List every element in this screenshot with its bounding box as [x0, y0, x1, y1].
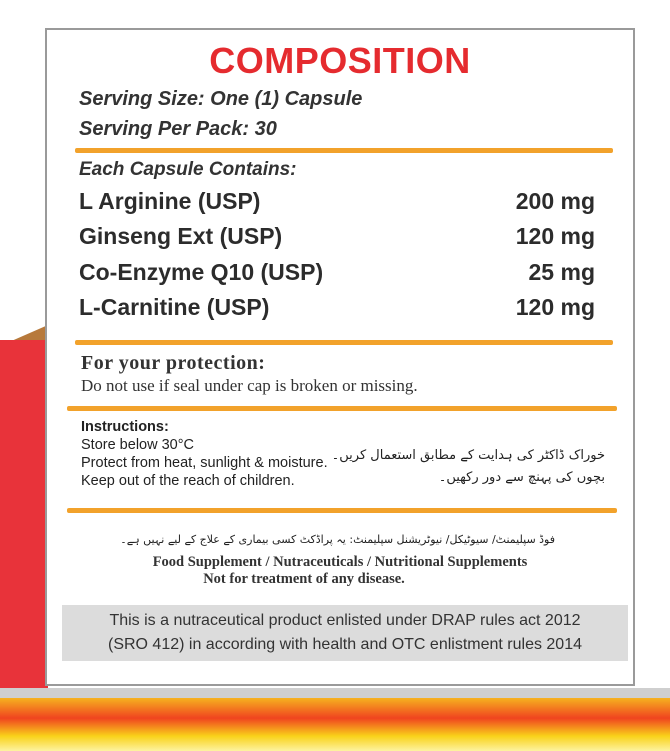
instruction-line: Store below 30°C [81, 437, 194, 453]
protection-heading: For your protection: [81, 352, 266, 374]
bottom-gradient-strip [0, 698, 670, 751]
supplement-line-2: Not for treatment of any disease. [203, 571, 405, 587]
ingredient-name: L Arginine (USP) [79, 188, 261, 214]
ingredient-row [79, 294, 595, 324]
ingredient-name: Ginseng Ext (USP) [79, 223, 283, 249]
serving-size: Serving Size: One (1) Capsule [79, 88, 363, 110]
ingredient-amount: 200 mg [515, 188, 595, 214]
each-capsule-heading: Each Capsule Contains: [79, 159, 297, 180]
orange-divider-4 [67, 508, 617, 513]
instruction-line: Keep out of the reach of children. [81, 473, 295, 489]
ingredient-amount: 25 mg [528, 259, 595, 285]
ingredient-name: L-Carnitine (USP) [79, 294, 270, 320]
serving-per-pack: Serving Per Pack: 30 [79, 118, 277, 140]
urdu-instruction-line: خوراک ڈاکٹر کی ہدایت کے مطابق استعمال کریں۔ [331, 448, 605, 463]
orange-divider-1 [75, 148, 613, 153]
instructions-heading: Instructions: [81, 419, 169, 435]
urdu-instruction-line: بچوں کی پہنچ سے دور رکھیں۔ [438, 470, 605, 485]
drap-line-1: This is a nutraceutical product enlisted under DRAP rules act 2012 [109, 612, 581, 629]
orange-divider-3 [67, 406, 617, 411]
ingredient-amount: 120 mg [515, 223, 595, 249]
protection-text: Do not use if seal under cap is broken or missing. [81, 376, 418, 395]
grey-divider-band [0, 688, 670, 698]
side-red-band [0, 340, 48, 700]
orange-divider-2 [75, 340, 613, 345]
ingredient-amount: 120 mg [515, 294, 595, 320]
ingredient-row [79, 188, 595, 218]
drap-line-2: (SRO 412) in according with health and OTC enlistment rules 2014 [107, 636, 582, 653]
supplement-line-1: Food Supplement / Nutraceuticals / Nutritional Supplements [152, 554, 528, 570]
ingredient-row [79, 223, 595, 253]
drap-notice-box [62, 605, 628, 661]
instruction-line: Protect from heat, sunlight & moisture. [81, 455, 328, 471]
ingredient-row [79, 259, 595, 289]
composition-title: COMPOSITION [209, 40, 471, 81]
composition-panel [45, 28, 635, 686]
urdu-supplement-line: فوڈ سپلیمنٹ/ سیوٹیکل/ نیوٹریشنل سپلیمنٹ: یہ پراڈکٹ کسی بیماری کے علاج کے لیے نہیں ہے۔ [120, 533, 555, 546]
ingredient-name: Co-Enzyme Q10 (USP) [79, 259, 324, 285]
